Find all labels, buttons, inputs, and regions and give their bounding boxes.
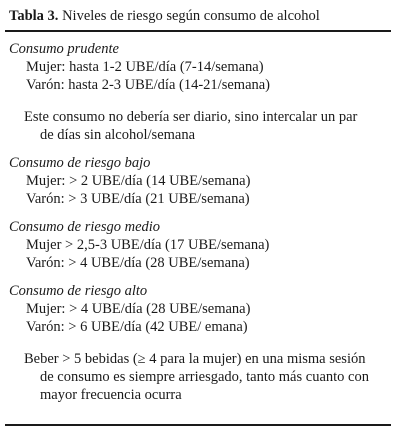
- section-heading: Consumo de riesgo bajo: [9, 155, 151, 171]
- note-line: Este consumo no debería ser diario, sino intercalar un par: [24, 109, 358, 125]
- note-line: de días sin alcohol/semana: [40, 127, 196, 143]
- caption-title: Niveles de riesgo según consumo de alcohol: [62, 8, 320, 24]
- section-note: [0, 350, 401, 404]
- caption-label: Tabla 3.: [9, 8, 59, 24]
- section-heading: Consumo de riesgo alto: [9, 283, 148, 299]
- section-line-mujer: Mujer: hasta 1-2 UBE/día (7-14/semana): [26, 59, 264, 75]
- table-caption: [9, 7, 320, 25]
- section-heading: Consumo de riesgo medio: [9, 219, 161, 235]
- table-body: [0, 40, 401, 414]
- section-line-mujer: Mujer: > 4 UBE/día (28 UBE/semana): [26, 301, 251, 317]
- section-consumo-prudente: [0, 40, 401, 144]
- section-line-varon: Varón: > 6 UBE/día (42 UBE/ emana): [26, 319, 248, 335]
- section-riesgo-alto: [0, 282, 401, 404]
- note-line: Beber > 5 bebidas (≥ 4 para la mujer) en una misma sesión: [24, 351, 366, 367]
- section-line-varon: Varón: > 3 UBE/día (21 UBE/semana): [26, 191, 250, 207]
- section-line-varon: Varón: > 4 UBE/día (28 UBE/semana): [26, 255, 250, 271]
- note-line: de consumo es siempre arriesgado, tanto más cuanto con: [40, 369, 369, 385]
- section-line-varon: Varón: hasta 2-3 UBE/día (14-21/semana): [26, 77, 271, 93]
- section-note: [0, 108, 401, 144]
- bottom-rule: [5, 424, 391, 426]
- top-rule: [5, 30, 391, 32]
- section-line-mujer: Mujer: > 2 UBE/día (14 UBE/semana): [26, 173, 251, 189]
- section-riesgo-bajo: [0, 154, 401, 208]
- note-line: mayor frecuencia ocurra: [40, 387, 182, 403]
- section-line-mujer: Mujer > 2,5-3 UBE/día (17 UBE/semana): [26, 237, 270, 253]
- section-riesgo-medio: [0, 218, 401, 272]
- section-heading: Consumo prudente: [9, 41, 119, 57]
